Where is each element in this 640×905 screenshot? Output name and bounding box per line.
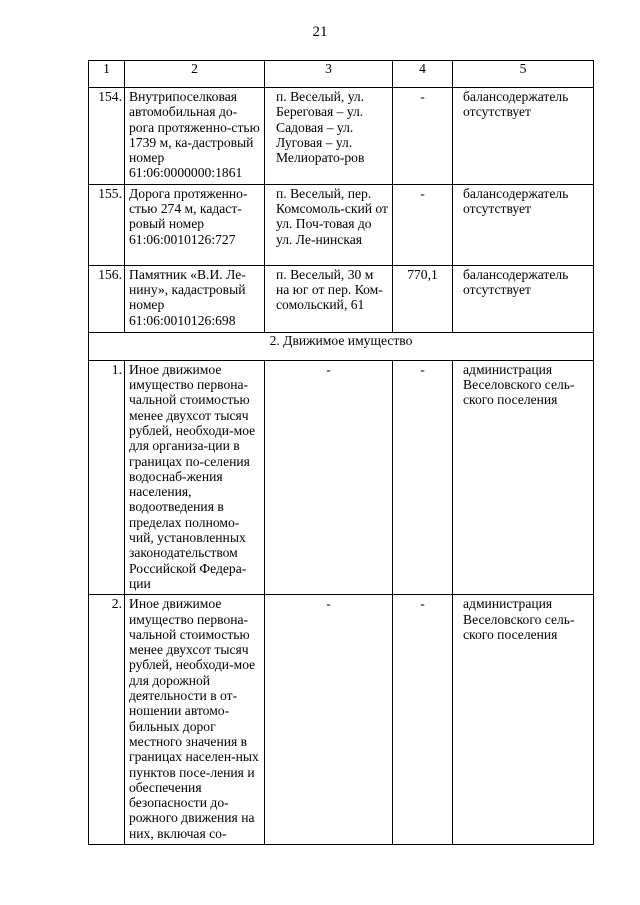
column-header-3: 3 — [265, 61, 393, 88]
row-number: 2. — [89, 595, 125, 845]
column-header-4: 4 — [393, 61, 453, 88]
table-row — [89, 88, 594, 185]
row-number: 1. — [89, 360, 125, 594]
property-name: Дорога протяженно-стью 274 м, кадаст-ровый номер 61:06:0010126:727 — [125, 184, 265, 265]
property-holder: администрация Веселовского сель-ского поселения — [453, 595, 594, 845]
page-number: 21 — [312, 24, 328, 40]
section-row — [89, 332, 594, 360]
table-header-row — [89, 61, 594, 88]
row-number: 156. — [89, 265, 125, 332]
property-value: - — [393, 88, 453, 185]
property-holder: администрация Веселовского сель-ского поселения — [453, 360, 594, 594]
table-row — [89, 595, 594, 845]
property-registry-table — [88, 60, 594, 845]
property-value: 770,1 — [393, 265, 453, 332]
row-number: 154. — [89, 88, 125, 185]
property-name: Иное движимое имущество первона-чальной стоимостью менее двухсот тысяч рублей, необходи-мое для дорожной деятельности в от-ношении автомо-бильных дорог местного значения в границах населен-ных пунктов посе-ления и обеспечения безопасности до-рожного движения на них, включая со- — [125, 595, 265, 845]
property-location: п. Веселый, ул. Береговая – ул. Садовая – ул. Луговая – ул. Мелиорато-ров — [265, 88, 393, 185]
property-location: - — [265, 360, 393, 594]
property-value: - — [393, 360, 453, 594]
table-row — [89, 360, 594, 594]
column-header-2: 2 — [125, 61, 265, 88]
row-number: 155. — [89, 184, 125, 265]
column-header-1: 1 — [89, 61, 125, 88]
column-header-5: 5 — [453, 61, 594, 88]
property-location: п. Веселый, 30 м на юг от пер. Ком-сомольский, 61 — [265, 265, 393, 332]
property-value: - — [393, 595, 453, 845]
section-title: 2. Движимое имущество — [89, 332, 594, 360]
property-holder: балансодержатель отсутствует — [453, 265, 594, 332]
property-location: п. Веселый, пер. Комсомоль-ский от ул. Поч-товая до ул. Ле-нинская — [265, 184, 393, 265]
property-name: Иное движимое имущество первона-чальной стоимостью менее двухсот тысяч рублей, необходи-мое для организа-ции в границах по-селения водоснаб-жения населения, водоотведения в пределах полномо-чий, установленных законодательством Российской Федера-ции — [125, 360, 265, 594]
property-location: - — [265, 595, 393, 845]
property-value: - — [393, 184, 453, 265]
property-holder: балансодержатель отсутствует — [453, 88, 594, 185]
property-holder: балансодержатель отсутствует — [453, 184, 594, 265]
property-name: Памятник «В.И. Ле-нину», кадастровый номер 61:06:0010126:698 — [125, 265, 265, 332]
table-row — [89, 265, 594, 332]
property-name: Внутрипоселковая автомобильная до-рога протяженно-стью 1739 м, ка-дастровый номер 61:06:0000000:1861 — [125, 88, 265, 185]
table-row — [89, 184, 594, 265]
